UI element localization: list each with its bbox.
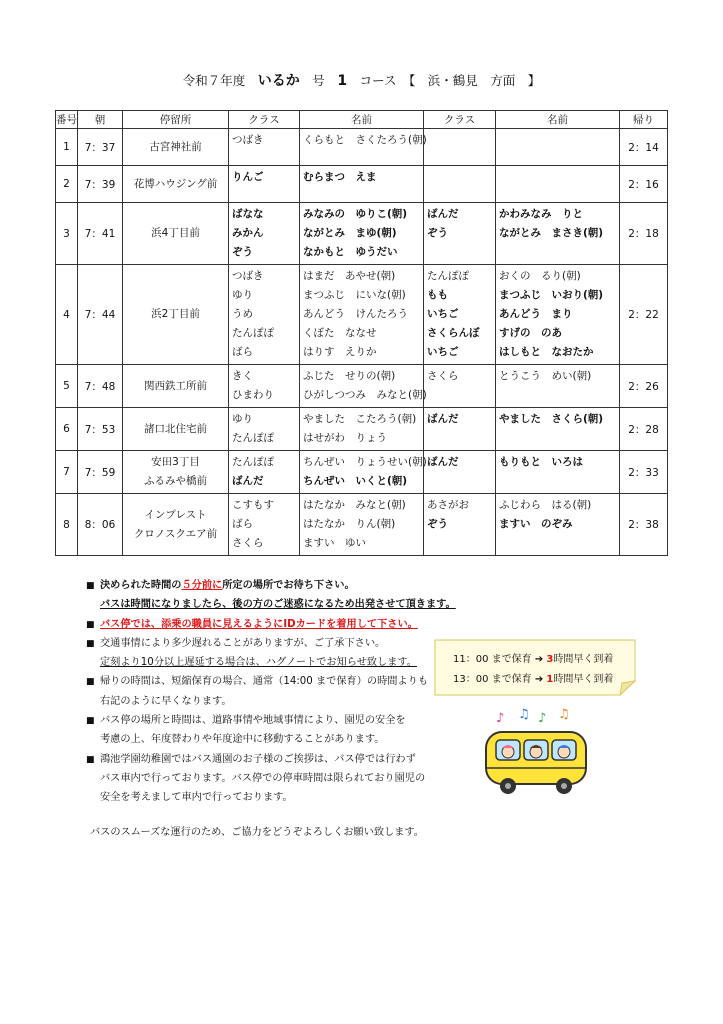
name-cell-2-line: ますい のぞみ xyxy=(499,518,573,530)
class-cell-2-line: あさがお xyxy=(427,499,469,511)
name-cell xyxy=(300,166,424,203)
return-time-cell: 2：22 xyxy=(620,265,668,365)
name-cell-2-line: やました さくら(朝) xyxy=(499,413,604,425)
name-cell-2-line: はしもと なおたか xyxy=(499,346,594,358)
class-cell-line: ゆり xyxy=(232,413,253,425)
number-cell: 8 xyxy=(56,494,78,556)
right-arrow-icon: ➔ xyxy=(534,654,544,665)
class-cell-2-line: ぞう xyxy=(427,227,448,239)
stop-cell xyxy=(123,408,229,451)
name-cell xyxy=(300,408,424,451)
closing-message: バスのスムーズな運行のため、ご協力をどうぞよろしくお願い致します。 xyxy=(90,827,424,838)
header-name-2: 名前 xyxy=(496,111,620,129)
name-cell-line: ふじた せりの(朝) xyxy=(303,370,396,382)
svg-text:♪: ♪ xyxy=(538,711,547,726)
class-cell-2 xyxy=(424,494,496,556)
name-cell-line: はまだ あやせ(朝) xyxy=(303,270,396,282)
stop-cell xyxy=(123,203,229,265)
early-arrival-callout xyxy=(434,639,636,694)
number-cell: 2 xyxy=(56,166,78,203)
note-1: ■ 決められた時間の５分前に所定の場所でお待ち下さい。 xyxy=(86,576,456,595)
stop-name: 浜4丁目前 xyxy=(151,227,200,239)
name-cell xyxy=(300,129,427,166)
note-2: ■ バス停では、添乗の職員に見えるようにIDカードを着用して下さい。 xyxy=(86,615,456,634)
class-cell-2-line: ばんだ xyxy=(427,456,459,468)
header-stop: 停留所 xyxy=(123,111,229,129)
stop-name: 花博ハウジング前 xyxy=(133,177,218,190)
stop-cell xyxy=(123,265,229,365)
class-cell xyxy=(229,129,300,166)
svg-text:♪: ♪ xyxy=(496,711,505,726)
class-cell-2-line: ばんだ xyxy=(427,413,459,425)
class-cell-line: りんご xyxy=(232,171,264,183)
class-cell xyxy=(229,408,300,451)
table-row xyxy=(56,365,668,408)
name-cell-2-line: あんどう まり xyxy=(499,308,573,320)
class-cell-line: たんぽぽ xyxy=(232,456,274,468)
name-cell-line: はたなか みなと(朝) xyxy=(303,499,406,511)
class-cell-line: つばき xyxy=(232,134,264,146)
name-cell-2 xyxy=(496,129,620,166)
name-cell-2-line: ふじわら はる(朝) xyxy=(499,499,592,511)
return-time-cell: 2：33 xyxy=(620,451,668,494)
svg-text:♫: ♫ xyxy=(518,708,530,722)
bullet-square-icon: ■ xyxy=(86,677,95,688)
name-cell-2-line: まつふじ いおり(朝) xyxy=(499,289,604,301)
name-cell-line: くぼた ななせ xyxy=(303,327,377,339)
return-time-cell: 2：18 xyxy=(620,203,668,265)
class-cell-line: さくら xyxy=(232,537,264,549)
name-cell-line: ちんぜい いくと(朝) xyxy=(303,475,408,487)
name-cell-line: ますい ゆい xyxy=(303,537,366,549)
morning-time-cell: 7：59 xyxy=(78,451,123,494)
stop-cell xyxy=(123,166,229,203)
number-cell: 3 xyxy=(56,203,78,265)
table-row xyxy=(56,494,668,556)
note-5: ■ バス停の場所と時間は、道路事情や地域事情により、園児の安全を xyxy=(86,711,456,730)
name-cell-2 xyxy=(496,408,620,451)
class-cell-line: みかん xyxy=(232,227,264,239)
return-time-cell: 2：28 xyxy=(620,408,668,451)
class-cell-line: つばき xyxy=(232,270,264,282)
table-row xyxy=(56,451,668,494)
class-cell-line: きく xyxy=(232,370,253,382)
table-row xyxy=(56,129,668,166)
class-cell-2 xyxy=(424,265,496,365)
class-cell-2 xyxy=(424,408,496,451)
stop-name: インプレスト xyxy=(144,508,207,521)
class-cell-line: ゆり xyxy=(232,289,253,301)
name-cell-2-line: ながとみ まさき(朝) xyxy=(499,227,604,239)
note-5-cont: 考慮の上、年度替わりや年度途中に移動することがあります。 xyxy=(100,734,385,746)
bullet-square-icon: ■ xyxy=(86,754,95,765)
class-cell-line: ばなな xyxy=(232,208,264,220)
bus-schedule-table xyxy=(55,110,668,556)
table-row xyxy=(56,166,668,203)
note-4: ■ 帰りの時間は、短縮保育の場合、通常（14:00 まで保育）の時間よりも xyxy=(86,672,456,691)
stop-cell xyxy=(123,494,229,556)
name-cell-2-line: すげの のあ xyxy=(499,327,562,339)
note-6-cont: バス車内で行っております。バス停での停車時間は限られており園児の xyxy=(100,772,426,784)
music-notes-icon xyxy=(496,708,570,726)
class-cell-2-line: もも xyxy=(427,289,448,301)
right-arrow-icon: ➔ xyxy=(534,674,544,685)
stop-name: 諸口北住宅前 xyxy=(144,422,207,435)
name-cell-line: はたなか りん(朝) xyxy=(303,518,396,530)
return-time-cell: 2：14 xyxy=(620,129,668,166)
morning-time-cell: 7：37 xyxy=(78,129,123,166)
name-cell xyxy=(300,265,424,365)
note-6: ■ 鴻池学園幼稚園ではバス通園のお子様のご挨拶は、バス停では行わず xyxy=(86,750,456,769)
name-cell xyxy=(300,494,424,556)
morning-time-cell: 8：06 xyxy=(78,494,123,556)
stop-cell xyxy=(123,451,229,494)
name-cell-2 xyxy=(496,265,620,365)
class-cell-2 xyxy=(424,451,496,494)
note-6-cont-2: 安全を考えまして車内で行っております。 xyxy=(100,792,293,804)
notes-section xyxy=(86,576,456,808)
svg-text:♫: ♫ xyxy=(558,708,570,722)
class-cell-line: ひまわり xyxy=(232,389,274,401)
stop-name: 関西鉄工所前 xyxy=(144,379,207,392)
class-cell-2-line: ぞう xyxy=(427,518,448,530)
class-cell-line: うめ xyxy=(232,308,253,320)
stop-cell xyxy=(123,129,229,166)
note-4-cont: 右記のように早くなります。 xyxy=(100,695,232,707)
class-cell-2-line: たんぽぽ xyxy=(427,270,469,282)
return-time-cell: 2：16 xyxy=(620,166,668,203)
name-cell xyxy=(300,203,424,265)
class-cell-line: ばんだ xyxy=(232,475,264,487)
return-time-cell: 2：38 xyxy=(620,494,668,556)
school-bus-illustration xyxy=(476,708,592,800)
table-row xyxy=(56,203,668,265)
number-cell: 1 xyxy=(56,129,78,166)
morning-time-cell: 7：53 xyxy=(78,408,123,451)
name-cell-line: ひがしつつみ みなと(朝) xyxy=(303,389,427,401)
name-cell-2-line: もりもと いろは xyxy=(499,456,583,468)
callout-line-2: 13：00 まで保育 ➔ 1時間早く到着 xyxy=(453,674,614,685)
name-cell-2-line: かわみなみ りと xyxy=(499,208,583,220)
header-number: 番号 xyxy=(56,111,78,129)
name-cell-2 xyxy=(496,166,620,203)
number-cell: 7 xyxy=(56,451,78,494)
bullet-square-icon: ■ xyxy=(86,638,95,649)
class-cell-line: こすもす xyxy=(232,499,274,511)
name-cell-line: なかもと ゆうだい xyxy=(303,246,398,258)
bullet-square-icon: ■ xyxy=(86,581,95,591)
class-cell xyxy=(229,265,300,365)
name-cell-line: くらもと さくたろう(朝) xyxy=(303,134,427,146)
name-cell-2 xyxy=(496,494,620,556)
morning-time-cell: 7：48 xyxy=(78,365,123,408)
name-cell-line: ちんぜい りょうせい(朝) xyxy=(303,456,427,468)
class-cell-2 xyxy=(424,129,496,166)
morning-time-cell: 7：44 xyxy=(78,265,123,365)
header-class: クラス xyxy=(229,111,300,129)
class-cell-2 xyxy=(424,203,496,265)
name-cell-2-line: おくの るり(朝) xyxy=(499,270,581,282)
bullet-square-icon: ■ xyxy=(86,716,95,727)
bullet-square-icon: ■ xyxy=(86,619,95,630)
folded-note-shape xyxy=(434,639,638,697)
class-cell-2 xyxy=(424,166,496,203)
name-cell-line: むらまつ えま xyxy=(303,171,377,183)
number-cell: 5 xyxy=(56,365,78,408)
stop-cell xyxy=(123,365,229,408)
class-cell xyxy=(229,494,300,556)
name-cell-2 xyxy=(496,451,620,494)
name-cell-line: はりす えりか xyxy=(303,346,377,358)
name-cell xyxy=(300,451,427,494)
table-row xyxy=(56,265,668,365)
class-cell-2-line: いちご xyxy=(427,308,459,320)
header-morning: 朝 xyxy=(78,111,123,129)
class-cell xyxy=(229,365,300,408)
class-cell xyxy=(229,451,300,494)
stop-name: ふるみや橋前 xyxy=(144,475,207,487)
header-name: 名前 xyxy=(300,111,424,129)
name-cell-2 xyxy=(496,365,620,408)
note-3: ■ 交通事情により多少遅れることがありますが、ご了承下さい。 xyxy=(86,634,456,653)
class-cell-2 xyxy=(424,365,496,408)
note-3-cont: 定刻より10分以上遅延する場合は、ハグノートでお知らせ致します。 xyxy=(100,657,417,669)
table-header xyxy=(56,111,668,129)
class-cell-2-line: いちご xyxy=(427,346,459,358)
name-cell-line: ながとみ まゆ(朝) xyxy=(303,227,397,239)
page-title: 令和７年度 いるか 号 1 コース 【 浜・鶴見 方面 】 xyxy=(182,73,541,89)
morning-time-cell: 7：39 xyxy=(78,166,123,203)
return-time-cell: 2：26 xyxy=(620,365,668,408)
name-cell-line: やました こたろう(朝) xyxy=(303,413,417,425)
number-cell: 4 xyxy=(56,265,78,365)
name-cell-2 xyxy=(496,203,620,265)
header-class-2: クラス xyxy=(424,111,496,129)
note-1-cont: バスは時間になりましたら、後の方のご迷惑になるため出発させて頂きます。 xyxy=(100,599,456,611)
stop-name: 安田3丁目 xyxy=(151,456,200,468)
table-row xyxy=(56,408,668,451)
name-cell-line: あんどう けんたろう xyxy=(303,308,408,320)
stop-name: クロノスクエア前 xyxy=(133,527,218,540)
class-cell-2-line: ばんだ xyxy=(427,208,459,220)
name-cell-line: みなみの ゆりこ(朝) xyxy=(303,208,408,220)
class-cell-line: たんぽぽ xyxy=(232,327,274,339)
class-cell-line: ぞう xyxy=(232,246,253,258)
callout-line-1: 11：00 まで保育 ➔ 3時間早く到着 xyxy=(453,654,614,665)
name-cell-line: まつふじ にいな(朝) xyxy=(303,289,406,301)
name-cell xyxy=(300,365,427,408)
class-cell-2-line: さくら xyxy=(427,370,459,382)
header-return: 帰り xyxy=(620,111,668,129)
class-cell xyxy=(229,166,300,203)
name-cell-2-line: とうこう めい(朝) xyxy=(499,370,592,382)
class-cell-line: たんぽぽ xyxy=(232,432,274,444)
stop-name: 浜2丁目前 xyxy=(151,308,200,320)
number-cell: 6 xyxy=(56,408,78,451)
morning-time-cell: 7：41 xyxy=(78,203,123,265)
stop-name: 古宮神社前 xyxy=(149,140,202,153)
class-cell-line: ばら xyxy=(232,346,253,358)
name-cell-line: はせがわ りょう xyxy=(303,432,387,444)
class-cell xyxy=(229,203,300,265)
class-cell-line: ばら xyxy=(232,518,253,530)
class-cell-2-line: さくらんぼ xyxy=(427,327,480,339)
